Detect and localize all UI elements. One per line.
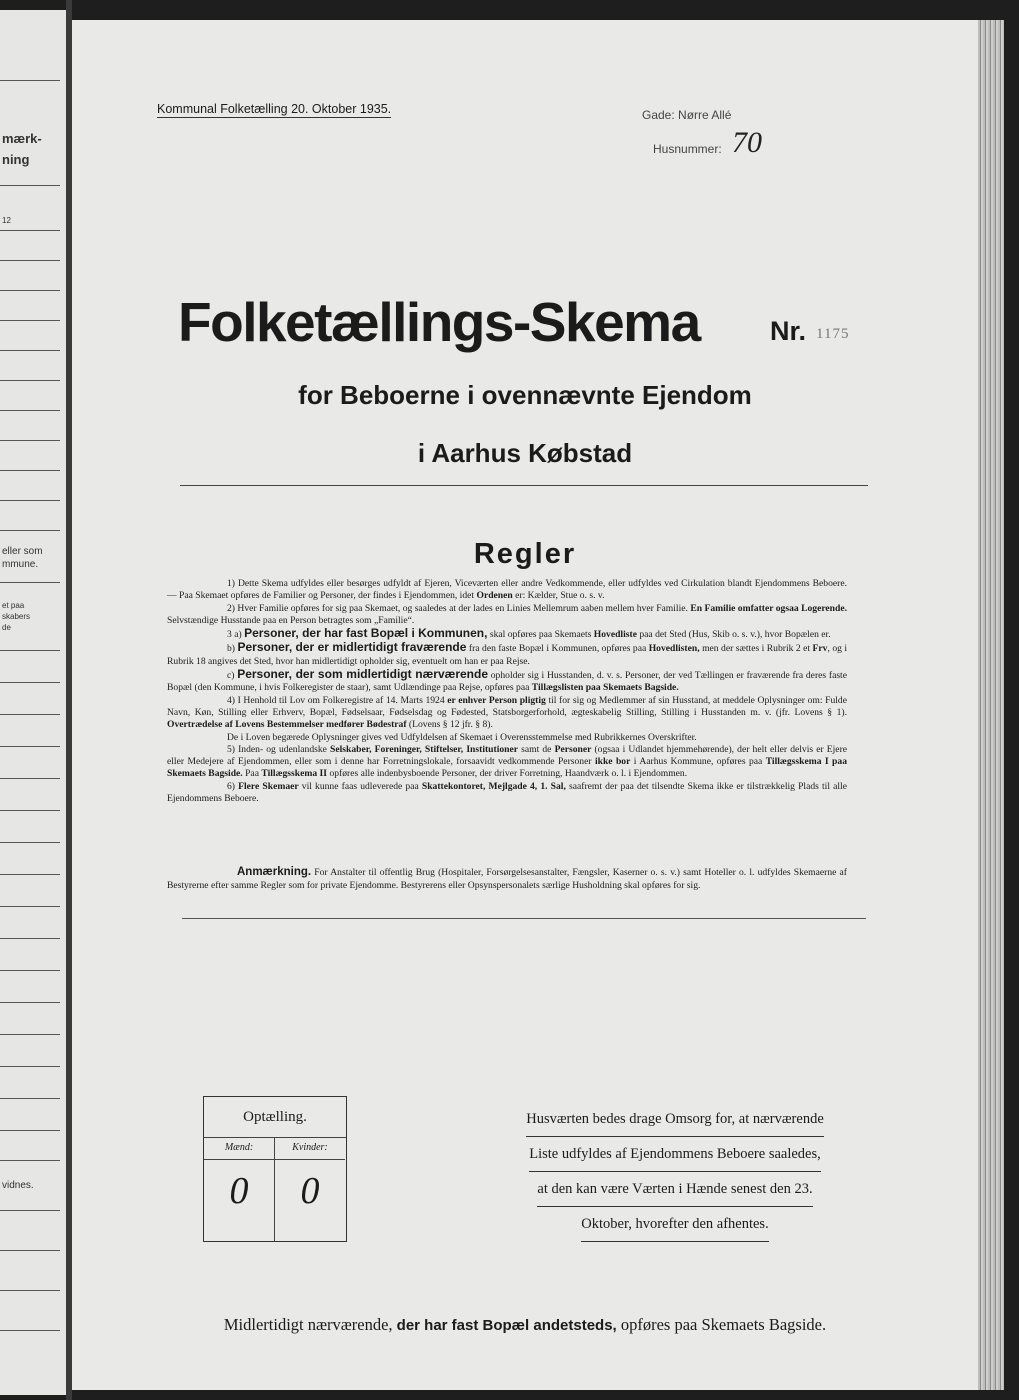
margin-rule [0,290,60,291]
gade-label: Gade: [642,108,675,122]
kvinder-count: 0 [300,1170,320,1212]
maend-column [204,1137,275,1241]
census-form-page [72,20,978,1390]
margin-fragment: ning [2,152,30,167]
census-header: Kommunal Folketælling 20. Oktober 1935. [157,102,392,116]
margin-rule [0,1290,60,1291]
rule-6: 6) Flere Skemaer vil kunne faas udleverede paa Skattekontoret, Mejlgade 4, 1. Sal, saafremt der paa det tilsendte Skema ikke er tilstrækkelig Plads til alle Ejendommens Beboere. [167,780,847,805]
maend-label: Mænd: [204,1137,274,1160]
optaelling-box [203,1096,347,1242]
margin-rule [0,1160,60,1161]
anmaerkning-text: For Anstalter til offentlig Brug (Hospitaler, Forsørgelsesanstalter, Fængsler, Kaserner o. s. v.) samt Hoteller o. l. udfyldes Skemaerne af Bestyrerne efter samme Regler som for private Ejendomme. Bestyrerens eller Opsynspersonalets særlige Husholdning skal opføres for sig. [167,867,847,891]
margin-rule [0,350,60,351]
margin-rule [0,1098,60,1099]
notice-line: at den kan være Værten i Hænde senest den 23. [537,1172,812,1207]
husvaerten-notice [510,1102,840,1242]
margin-rule [0,410,60,411]
margin-rule [0,778,60,779]
kvinder-column [275,1137,345,1241]
maend-count: 0 [229,1170,249,1212]
footer-note: Midlertidigt nærværende, der har fast Bopæl andetsteds, opføres paa Skemaets Bagside. [223,1315,827,1334]
form-location: i Aarhus Købstad [417,438,633,468]
margin-rule [0,380,60,381]
margin-rule [0,810,60,811]
left-page-margin [0,10,67,1395]
margin-rule [0,260,60,261]
margin-rule [0,1002,60,1003]
margin-rule [0,970,60,971]
margin-rule [0,906,60,907]
margin-rule [0,746,60,747]
margin-rule [0,938,60,939]
margin-rule [0,714,60,715]
form-subtitle: for Beboerne i ovennævnte Ejendom [298,380,752,410]
divider [180,485,868,486]
margin-rule [0,470,60,471]
gade-value: Nørre Allé [678,108,732,122]
margin-rule [0,1250,60,1251]
rule-1: 1) Dette Skema udfyldes eller besørges udfyldt af Ejeren, Viceværten eller andre Vedkommende, eller udfyldes ved Cirkulation blandt Ejendommens Beboere. — Paa Skemaet opføres de Familier og Personer, der findes i Ejendommen, idet Ordenen er: Kælder, Stue o. s. v. [167,578,847,602]
divider [182,918,866,919]
kvinder-label: Kvinder: [275,1137,345,1160]
gade-field [642,108,731,122]
margin-rule [0,874,60,875]
margin-fragment: eller som [2,546,43,557]
margin-rule [0,582,60,583]
page-edges [978,20,1004,1390]
margin-rule [0,500,60,501]
rule-4b: De i Loven begærede Oplysninger gives ved Udfyldelsen af Skemaet i Overensstemmelse med Rubrikkernes Overskrifter. [227,731,697,743]
margin-rule [0,1210,60,1211]
margin-rule [0,440,60,441]
form-number-label: Nr. [770,316,807,346]
rule-2: 2) Hver Familie opføres for sig paa Skemaet, og saaledes at der lades en Linies Mellemrum aaben mellem hver Familie. En Familie omfatter ogsaa Logerende. Selvstændige Husstande paa en Person betragtes som „Familie“. [167,602,847,626]
rule-4: 4) I Henhold til Lov om Folkeregistre af 14. Marts 1924 er enhver Person pligtig til for sig og Medlemmer af sin Husstand, at meddele Oplysninger om: Fulde Navn, Køn, Stilling eller Erhverv, Bopæl, Fødselsaar, Fødselsdag og Fødested, Statsborgerforhold, ægteskabelig Stilling, Stilling i Husstanden m. v. (jfr. Lovens § 1). Overtrædelse af Lovens Bestemmelser medfører Bødestraf (Lovens § 12 jfr. § 8). [167,694,847,731]
margin-rule [0,650,60,651]
margin-rule [0,530,60,531]
margin-rule [0,682,60,683]
margin-rule [0,842,60,843]
notice-line: Husværten bedes drage Omsorg for, at nærværende [526,1102,824,1137]
rule-3b: b) Personer, der er midlertidigt fraværende fra den faste Bopæl i Kommunen, opføres paa Hovedlisten, men der sættes i Rubrik 2 et Frv, og i Rubrik 18 angives det Sted, hvor han midlertidigt opholder sig, eventuelt om han er paa Rejse. [167,640,848,667]
margin-rule [0,185,60,186]
margin-fragment: et paa [2,601,25,610]
notice-line: Liste udfyldes af Ejendommens Beboere saaledes, [529,1137,821,1172]
margin-fragment: mærk- [2,131,42,146]
margin-fragment: 12 [2,216,11,225]
margin-fragment: de [2,623,11,632]
margin-fragment: skabers [2,612,31,621]
optaelling-title: Optælling. [204,1097,346,1138]
rule-5: 5) Inden- og udenlandske Selskaber, Foreninger, Stiftelser, Institutioner samt de Personer (ogsaa i Udlandet hjemmehørende), der helt eller delvis er Ejere eller Medejere af Ejendommen, eller som i denne har Forretningslokale, forsaavidt vedkommende Personer ikke bor i Aarhus Kommune, opføres paa Tillægsskema I paa Skemaets Bagside. Paa Tillægsskema II opføres alle indenbysboende Personer, der driver Forretning, Haandværk o. l. i Ejendommen. [167,743,848,780]
regler-text [167,578,847,805]
margin-fragment: mmune. [2,559,39,570]
anmaerkning-label: Anmærkning. [237,866,312,878]
margin-rule [0,1066,60,1067]
margin-rule [0,1330,60,1331]
margin-fragment: vidnes. [2,1180,34,1191]
rule-3c: c) Personer, der som midlertidigt nærværende opholder sig i Husstanden, d. v. s. Personer, der ved Tællingen er fraværende fra deres faste Bopæl (den Kommune, i hvis Folkeregister de staar), samt Udlændinge paa Rejse, opføres paa Tillægslisten paa Skemaets Bagside. [167,667,847,694]
margin-rule [0,320,60,321]
margin-rule [0,230,60,231]
form-number-value: 1175 [816,326,850,342]
husnummer-label: Husnummer: [653,142,722,156]
form-title: Folketællings-Skema [178,291,700,353]
husnummer-value: 70 [732,126,762,159]
anmaerkning-note [167,866,847,892]
rule-3a: 3 a) Personer, der har fast Bopæl i Kommunen, skal opføres paa Skemaets Hovedliste paa det Sted (Hus, Skib o. s. v.), hvor Bopælen er. [227,626,831,641]
margin-rule [0,80,60,81]
regler-heading: Regler [473,538,577,570]
notice-line: Oktober, hvorefter den afhentes. [581,1207,768,1242]
margin-rule [0,1130,60,1131]
margin-rule [0,1034,60,1035]
